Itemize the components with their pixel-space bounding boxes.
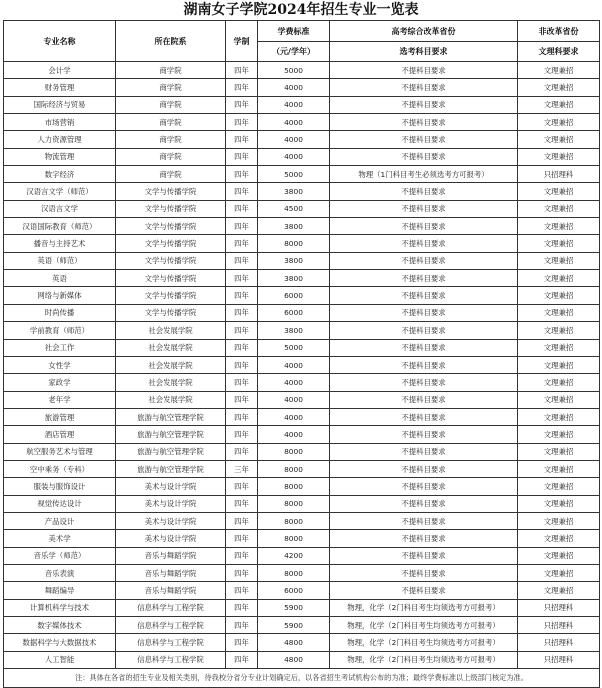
cell-duration: 四年 (226, 443, 258, 460)
cell-college: 社会发展学院 (116, 322, 226, 339)
header-major: 专业名称 (4, 21, 116, 62)
cell-college: 美术与设计学院 (116, 530, 226, 547)
cell-fee: 3800 (258, 218, 330, 235)
table-row (4, 478, 600, 495)
table-row (4, 356, 600, 373)
header-reform-sub: 选考科目要求 (330, 42, 518, 62)
cell-fee: 6000 (258, 582, 330, 599)
cell-college: 社会发展学院 (116, 374, 226, 391)
cell-major: 英语（师范） (4, 252, 116, 269)
cell-fee: 8000 (258, 460, 330, 477)
cell-nonreform-requirement: 文理兼招 (518, 131, 600, 148)
table-row (4, 131, 600, 148)
cell-college: 美术与设计学院 (116, 478, 226, 495)
cell-fee: 5000 (258, 166, 330, 183)
cell-major: 汉语国际教育（师范） (4, 218, 116, 235)
cell-college: 商学院 (116, 114, 226, 131)
cell-duration: 四年 (226, 252, 258, 269)
cell-college: 信息科学与工程学院 (116, 651, 226, 668)
cell-fee: 8000 (258, 530, 330, 547)
table-row (4, 460, 600, 477)
cell-fee: 4000 (258, 374, 330, 391)
cell-reform-requirement: 不提科目要求 (330, 512, 518, 529)
table-row (4, 547, 600, 564)
cell-reform-requirement: 不提科目要求 (330, 148, 518, 165)
cell-nonreform-requirement: 文理兼招 (518, 426, 600, 443)
table-row (4, 148, 600, 165)
cell-reform-requirement: 不提科目要求 (330, 374, 518, 391)
cell-major: 网络与新媒体 (4, 287, 116, 304)
cell-major: 物流管理 (4, 148, 116, 165)
cell-college: 旅游与航空管理学院 (116, 460, 226, 477)
cell-reform-requirement: 不提科目要求 (330, 62, 518, 79)
cell-college: 音乐与舞蹈学院 (116, 564, 226, 581)
cell-major: 汉语言文学 (4, 200, 116, 217)
cell-fee: 4000 (258, 356, 330, 373)
cell-fee: 5900 (258, 617, 330, 634)
cell-duration: 四年 (226, 131, 258, 148)
cell-duration: 四年 (226, 617, 258, 634)
cell-nonreform-requirement: 文理兼招 (518, 460, 600, 477)
cell-reform-requirement: 不提科目要求 (330, 564, 518, 581)
cell-reform-requirement: 不提科目要求 (330, 96, 518, 113)
cell-duration: 四年 (226, 183, 258, 200)
cell-major: 服装与服饰设计 (4, 478, 116, 495)
cell-major: 英语 (4, 270, 116, 287)
cell-major: 航空服务艺术与管理 (4, 443, 116, 460)
cell-duration: 四年 (226, 512, 258, 529)
cell-reform-requirement: 不提科目要求 (330, 235, 518, 252)
cell-fee: 4000 (258, 148, 330, 165)
cell-duration: 四年 (226, 270, 258, 287)
cell-reform-requirement: 不提科目要求 (330, 478, 518, 495)
cell-college: 商学院 (116, 166, 226, 183)
cell-nonreform-requirement: 文理兼招 (518, 512, 600, 529)
cell-fee: 4500 (258, 200, 330, 217)
cell-duration: 四年 (226, 114, 258, 131)
table-row (4, 322, 600, 339)
cell-fee: 4000 (258, 79, 330, 96)
cell-fee: 4800 (258, 634, 330, 651)
cell-fee: 3800 (258, 270, 330, 287)
cell-major: 旅游管理 (4, 408, 116, 425)
cell-reform-requirement: 不提科目要求 (330, 339, 518, 356)
cell-fee: 8000 (258, 564, 330, 581)
cell-major: 会计学 (4, 62, 116, 79)
table-row (4, 599, 600, 616)
cell-college: 商学院 (116, 148, 226, 165)
cell-major: 美术学 (4, 530, 116, 547)
cell-reform-requirement: 不提科目要求 (330, 582, 518, 599)
cell-college: 美术与设计学院 (116, 512, 226, 529)
cell-nonreform-requirement: 文理兼招 (518, 270, 600, 287)
page-title: 湖南女子学院2024年招生专业一览表 (183, 2, 419, 18)
table-row (4, 374, 600, 391)
cell-duration: 四年 (226, 495, 258, 512)
cell-duration: 四年 (226, 79, 258, 96)
cell-fee: 8000 (258, 235, 330, 252)
cell-major: 数据科学与大数据技术 (4, 634, 116, 651)
cell-duration: 三年 (226, 460, 258, 477)
cell-fee: 8000 (258, 495, 330, 512)
cell-major: 家政学 (4, 374, 116, 391)
table-row (4, 79, 600, 96)
cell-reform-requirement: 不提科目要求 (330, 460, 518, 477)
cell-reform-requirement: 不提科目要求 (330, 287, 518, 304)
cell-duration: 四年 (226, 530, 258, 547)
table-row (4, 96, 600, 113)
cell-college: 文学与传播学院 (116, 218, 226, 235)
cell-major: 人力资源管理 (4, 131, 116, 148)
cell-fee: 5000 (258, 62, 330, 79)
table-row (4, 304, 600, 321)
cell-reform-requirement: 物理，化学（2门科目考生均须选考方可报考） (330, 599, 518, 616)
cell-reform-requirement: 物理，化学（2门科目考生均须选考方可报考） (330, 634, 518, 651)
cell-major: 财务管理 (4, 79, 116, 96)
cell-major: 酒店管理 (4, 426, 116, 443)
table-row (4, 582, 600, 599)
cell-nonreform-requirement: 文理兼招 (518, 62, 600, 79)
cell-major: 播音与主持艺术 (4, 235, 116, 252)
cell-college: 音乐与舞蹈学院 (116, 582, 226, 599)
cell-duration: 四年 (226, 235, 258, 252)
cell-duration: 四年 (226, 148, 258, 165)
cell-reform-requirement: 不提科目要求 (330, 183, 518, 200)
cell-college: 文学与传播学院 (116, 287, 226, 304)
cell-nonreform-requirement: 只招理科 (518, 166, 600, 183)
table-row (4, 391, 600, 408)
cell-duration: 四年 (226, 651, 258, 668)
cell-fee: 5000 (258, 339, 330, 356)
cell-nonreform-requirement: 文理兼招 (518, 322, 600, 339)
cell-college: 旅游与航空管理学院 (116, 443, 226, 460)
table-row (4, 512, 600, 529)
cell-nonreform-requirement: 文理兼招 (518, 252, 600, 269)
cell-college: 商学院 (116, 62, 226, 79)
footnote: 注：具体在各省的招生专业及相关类别，待我校分省分专业计划确定后，以各省招生考试机构公布的为准；最终学费标准以上级部门核定为准。 (4, 669, 600, 688)
cell-nonreform-requirement: 文理兼招 (518, 114, 600, 131)
cell-major: 女性学 (4, 356, 116, 373)
table-row (4, 235, 600, 252)
cell-duration: 四年 (226, 478, 258, 495)
cell-nonreform-requirement: 文理兼招 (518, 148, 600, 165)
cell-fee: 4200 (258, 547, 330, 564)
cell-duration: 四年 (226, 287, 258, 304)
cell-nonreform-requirement: 文理兼招 (518, 547, 600, 564)
cell-major: 人工智能 (4, 651, 116, 668)
cell-major: 汉语言文学（师范） (4, 183, 116, 200)
header-college: 所在院系 (116, 21, 226, 62)
cell-fee: 8000 (258, 478, 330, 495)
table-row (4, 617, 600, 634)
table-row (4, 252, 600, 269)
cell-major: 音乐学（师范） (4, 547, 116, 564)
cell-major: 时尚传播 (4, 304, 116, 321)
table-row (4, 218, 600, 235)
cell-reform-requirement: 不提科目要求 (330, 114, 518, 131)
cell-major: 老年学 (4, 391, 116, 408)
table-row (4, 495, 600, 512)
table-row (4, 651, 600, 668)
cell-fee: 4800 (258, 651, 330, 668)
cell-fee: 6000 (258, 287, 330, 304)
cell-reform-requirement: 不提科目要求 (330, 547, 518, 564)
cell-college: 社会发展学院 (116, 339, 226, 356)
cell-fee: 4000 (258, 426, 330, 443)
cell-duration: 四年 (226, 322, 258, 339)
cell-fee: 3800 (258, 322, 330, 339)
cell-nonreform-requirement: 只招理科 (518, 651, 600, 668)
cell-college: 商学院 (116, 79, 226, 96)
table-row (4, 270, 600, 287)
cell-major: 市场营销 (4, 114, 116, 131)
cell-nonreform-requirement: 文理兼招 (518, 183, 600, 200)
cell-nonreform-requirement: 文理兼招 (518, 582, 600, 599)
cell-college: 社会发展学院 (116, 356, 226, 373)
cell-nonreform-requirement: 文理兼招 (518, 304, 600, 321)
cell-fee: 8000 (258, 512, 330, 529)
cell-nonreform-requirement: 只招理科 (518, 634, 600, 651)
cell-duration: 四年 (226, 564, 258, 581)
table-row (4, 530, 600, 547)
cell-college: 商学院 (116, 96, 226, 113)
cell-major: 学前教育（师范） (4, 322, 116, 339)
cell-duration: 四年 (226, 391, 258, 408)
cell-major: 数字经济 (4, 166, 116, 183)
cell-nonreform-requirement: 文理兼招 (518, 564, 600, 581)
header-fee: 学费标准 (258, 21, 330, 42)
cell-nonreform-requirement: 文理兼招 (518, 495, 600, 512)
cell-duration: 四年 (226, 356, 258, 373)
cell-reform-requirement: 不提科目要求 (330, 356, 518, 373)
cell-reform-requirement: 不提科目要求 (330, 391, 518, 408)
cell-major: 产品设计 (4, 512, 116, 529)
cell-reform-requirement: 不提科目要求 (330, 218, 518, 235)
cell-college: 文学与传播学院 (116, 200, 226, 217)
cell-nonreform-requirement: 文理兼招 (518, 443, 600, 460)
header-nonreform: 非改革省份 (518, 21, 600, 42)
cell-duration: 四年 (226, 304, 258, 321)
cell-reform-requirement: 不提科目要求 (330, 131, 518, 148)
cell-college: 旅游与航空管理学院 (116, 426, 226, 443)
cell-major: 数字媒体技术 (4, 617, 116, 634)
cell-nonreform-requirement: 文理兼招 (518, 530, 600, 547)
table-row (4, 634, 600, 651)
cell-nonreform-requirement: 文理兼招 (518, 478, 600, 495)
cell-reform-requirement: 不提科目要求 (330, 322, 518, 339)
cell-fee: 4000 (258, 114, 330, 131)
cell-major: 视觉传达设计 (4, 495, 116, 512)
cell-fee: 5900 (258, 599, 330, 616)
cell-reform-requirement: 物理，化学（2门科目考生均须选考方可报考） (330, 651, 518, 668)
cell-major: 空中乘务（专科） (4, 460, 116, 477)
cell-fee: 4000 (258, 131, 330, 148)
cell-nonreform-requirement: 文理兼招 (518, 408, 600, 425)
cell-college: 信息科学与工程学院 (116, 617, 226, 634)
cell-major: 舞蹈编导 (4, 582, 116, 599)
header-reform: 高考综合改革省份 (330, 21, 518, 42)
cell-nonreform-requirement: 文理兼招 (518, 235, 600, 252)
table-header (4, 21, 600, 62)
cell-nonreform-requirement: 只招理科 (518, 617, 600, 634)
cell-reform-requirement: 物理，化学（2门科目考生均须选考方可报考） (330, 617, 518, 634)
cell-duration: 四年 (226, 96, 258, 113)
cell-reform-requirement: 不提科目要求 (330, 408, 518, 425)
cell-duration: 四年 (226, 599, 258, 616)
cell-duration: 四年 (226, 374, 258, 391)
majors-table (3, 20, 600, 688)
table-row (4, 408, 600, 425)
cell-nonreform-requirement: 文理兼招 (518, 391, 600, 408)
header-duration: 学制 (226, 21, 258, 62)
cell-fee: 6000 (258, 304, 330, 321)
cell-duration: 四年 (226, 339, 258, 356)
cell-fee: 4000 (258, 408, 330, 425)
cell-fee: 8000 (258, 443, 330, 460)
cell-college: 文学与传播学院 (116, 252, 226, 269)
cell-duration: 四年 (226, 547, 258, 564)
table-row (4, 200, 600, 217)
cell-nonreform-requirement: 文理兼招 (518, 79, 600, 96)
cell-duration: 四年 (226, 408, 258, 425)
cell-duration: 四年 (226, 426, 258, 443)
cell-college: 文学与传播学院 (116, 235, 226, 252)
cell-college: 文学与传播学院 (116, 304, 226, 321)
table-row (4, 564, 600, 581)
cell-major: 计算机科学与技术 (4, 599, 116, 616)
cell-college: 社会发展学院 (116, 391, 226, 408)
cell-duration: 四年 (226, 200, 258, 217)
table-row (4, 114, 600, 131)
header-nonreform-sub: 文理科要求 (518, 42, 600, 62)
cell-major: 社会工作 (4, 339, 116, 356)
cell-college: 音乐与舞蹈学院 (116, 547, 226, 564)
cell-reform-requirement: 物理（1门科目考生必须选考方可报考） (330, 166, 518, 183)
cell-nonreform-requirement: 文理兼招 (518, 356, 600, 373)
cell-nonreform-requirement: 只招理科 (518, 599, 600, 616)
cell-reform-requirement: 不提科目要求 (330, 304, 518, 321)
cell-college: 文学与传播学院 (116, 183, 226, 200)
cell-duration: 四年 (226, 582, 258, 599)
cell-reform-requirement: 不提科目要求 (330, 200, 518, 217)
cell-duration: 四年 (226, 218, 258, 235)
cell-fee: 4000 (258, 391, 330, 408)
cell-reform-requirement: 不提科目要求 (330, 79, 518, 96)
table-body (4, 62, 600, 669)
cell-major: 音乐表演 (4, 564, 116, 581)
cell-reform-requirement: 不提科目要求 (330, 495, 518, 512)
cell-duration: 四年 (226, 166, 258, 183)
cell-nonreform-requirement: 文理兼招 (518, 374, 600, 391)
table-row (4, 443, 600, 460)
cell-nonreform-requirement: 文理兼招 (518, 339, 600, 356)
cell-duration: 四年 (226, 62, 258, 79)
cell-reform-requirement: 不提科目要求 (330, 252, 518, 269)
table-row (4, 287, 600, 304)
cell-duration: 四年 (226, 634, 258, 651)
cell-major: 国际经济与贸易 (4, 96, 116, 113)
table-row (4, 183, 600, 200)
cell-fee: 3800 (258, 183, 330, 200)
cell-college: 文学与传播学院 (116, 270, 226, 287)
cell-college: 美术与设计学院 (116, 495, 226, 512)
cell-reform-requirement: 不提科目要求 (330, 530, 518, 547)
cell-college: 旅游与航空管理学院 (116, 408, 226, 425)
table-row (4, 339, 600, 356)
cell-reform-requirement: 不提科目要求 (330, 443, 518, 460)
cell-college: 信息科学与工程学院 (116, 634, 226, 651)
header-fee-unit: （元/学年） (258, 42, 330, 62)
cell-college: 信息科学与工程学院 (116, 599, 226, 616)
cell-reform-requirement: 不提科目要求 (330, 270, 518, 287)
cell-college: 商学院 (116, 131, 226, 148)
table-row (4, 426, 600, 443)
table-row (4, 166, 600, 183)
cell-nonreform-requirement: 文理兼招 (518, 96, 600, 113)
cell-reform-requirement: 不提科目要求 (330, 426, 518, 443)
cell-nonreform-requirement: 文理兼招 (518, 200, 600, 217)
cell-fee: 3800 (258, 252, 330, 269)
cell-nonreform-requirement: 文理兼招 (518, 218, 600, 235)
table-row (4, 62, 600, 79)
cell-fee: 4000 (258, 96, 330, 113)
cell-nonreform-requirement: 文理兼招 (518, 287, 600, 304)
